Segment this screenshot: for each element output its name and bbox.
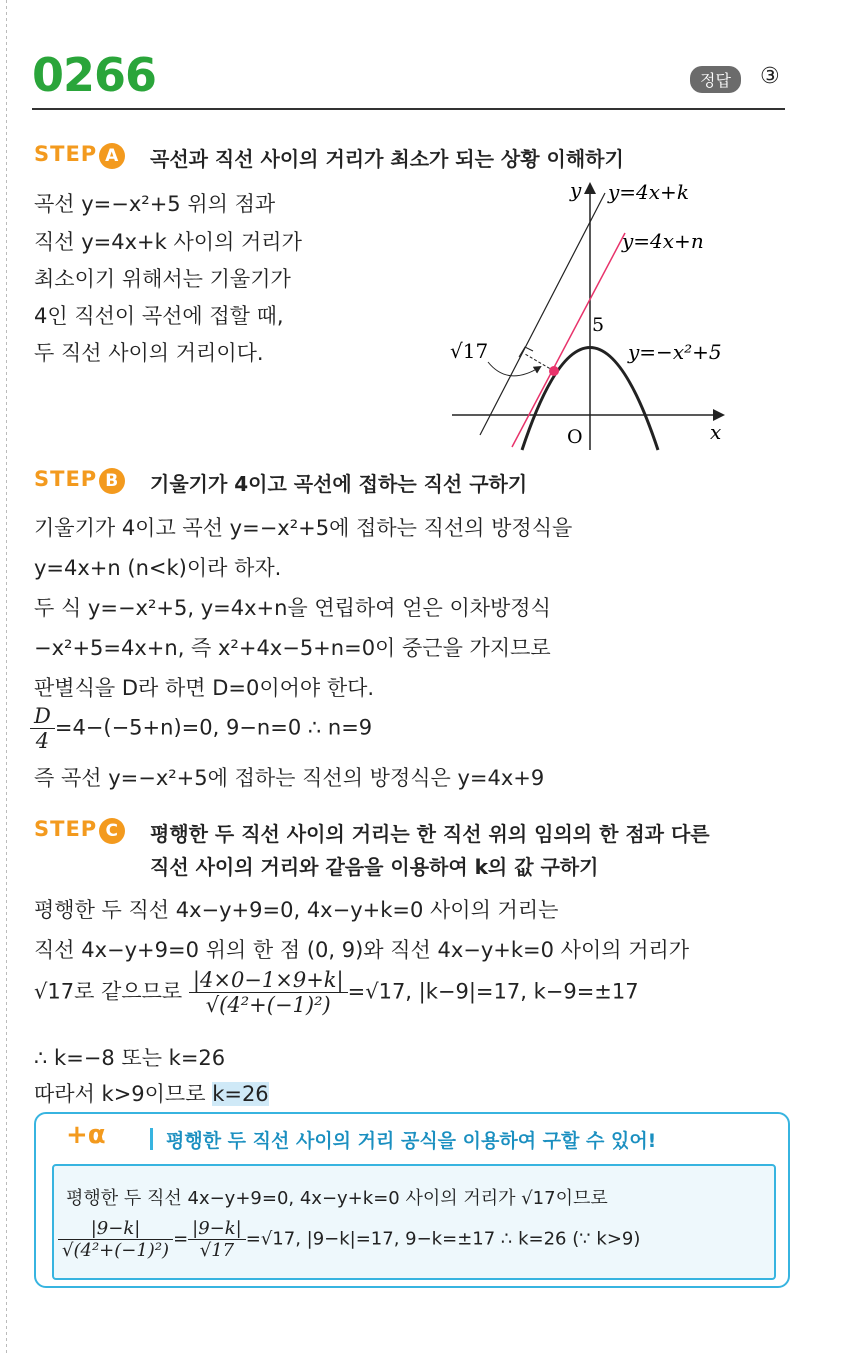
- y-axis-label: y: [570, 178, 582, 202]
- step-a-line-5: 두 직선 사이의 거리이다.: [34, 341, 264, 365]
- alpha-fraction-1-denominator: √(4²+(−1)²): [62, 1240, 170, 1261]
- discriminant-rest: =4−(−5+n)=0, 9−n=0 ∴ n=9: [54, 715, 373, 740]
- step-c-line-5: [34, 1078, 269, 1108]
- x-axis-label: x: [710, 420, 722, 444]
- step-c-line-4: ∴ k=−8 또는 k=26: [34, 1046, 226, 1070]
- step-a-label: [34, 142, 125, 169]
- parabola-graph: [440, 175, 780, 460]
- line-n-label: y=4x+n: [622, 229, 704, 253]
- fraction-numerator: D: [30, 704, 55, 729]
- step-b-word: STEP: [34, 467, 98, 491]
- step-b-title: 기울기가 4이고 곡선에 접하는 직선 구하기: [150, 472, 528, 496]
- alpha-fraction-1: [58, 1218, 173, 1261]
- answer-badge: 정답: [690, 66, 741, 93]
- distance-segment: [525, 354, 554, 371]
- step-b-line-2: y=4x+n (n<k)이라 하자.: [34, 556, 282, 580]
- step-a-line-3: 최소이기 위해서는 기울기가: [34, 267, 291, 291]
- step-c-line-3-lead: √17로 같으므로: [34, 979, 183, 1004]
- answer-value: ③: [760, 64, 780, 89]
- distance-numerator: |4×0−1×9+k|: [189, 968, 348, 993]
- alpha-fraction-1-numerator: |9−k|: [58, 1218, 173, 1240]
- step-c-title-2: 직선 사이의 거리와 같음을 이용하여 k의 값 구하기: [150, 855, 599, 879]
- step-c-word: STEP: [34, 817, 98, 841]
- step-b-line-4: −x²+5=4x+n, 즉 x²+4x−5+n=0이 중근을 가지므로: [34, 636, 551, 660]
- step-b-line-1: 기울기가 4이고 곡선 y=−x²+5에 접하는 직선의 방정식을: [34, 516, 573, 540]
- plus-alpha-line-1: 평행한 두 직선 4x−y+9=0, 4x−y+k=0 사이의 거리가 √17이므로: [66, 1188, 608, 1209]
- alpha-rest: =√17, |9−k|=17, 9−k=±17 ∴ k=26 (∵ k>9): [245, 1228, 641, 1250]
- tangent-point: [549, 366, 559, 376]
- page-margin-rule: [6, 0, 7, 1354]
- plus-alpha-line-2: [58, 1218, 640, 1261]
- step-a-word: STEP: [34, 142, 98, 166]
- step-c-label: [34, 817, 125, 844]
- step-c-title-1: 평행한 두 직선 사이의 거리는 한 직선 위의 임의의 한 점과 다른: [150, 822, 710, 846]
- plus-alpha-icon: +α: [66, 1120, 106, 1150]
- discriminant-fraction: [30, 704, 55, 753]
- step-c-line-3: [34, 968, 639, 1017]
- alpha-fraction-2-numerator: |9−k|: [188, 1218, 246, 1240]
- step-b-conclusion: 즉 곡선 y=−x²+5에 접하는 직선의 방정식은 y=4x+9: [34, 766, 545, 790]
- plus-alpha-title: 평행한 두 직선 사이의 거리 공식을 이용하여 구할 수 있어!: [166, 1130, 657, 1152]
- curve-label: y=−x²+5: [628, 340, 722, 364]
- line-k-label: y=4x+k: [608, 180, 689, 204]
- step-a-line-4: 4인 직선이 곡선에 접할 때,: [34, 304, 284, 328]
- step-c-line-2: 직선 4x−y+9=0 위의 한 점 (0, 9)와 직선 4x−y+k=0 사이의 거리가: [34, 938, 690, 962]
- step-c-line-1: 평행한 두 직선 4x−y+9=0, 4x−y+k=0 사이의 거리는: [34, 898, 559, 922]
- step-b-line-3: 두 식 y=−x²+5, y=4x+n을 연립하여 얻은 이차방정식: [34, 596, 551, 620]
- step-c-circle: C: [99, 818, 125, 844]
- step-c-line-5-lead: 따라서 k>9이므로: [34, 1082, 213, 1106]
- fraction-denominator: 4: [35, 729, 50, 753]
- distance-denominator: √(4²+(−1)²): [205, 993, 331, 1017]
- alpha-equals: =: [173, 1228, 189, 1250]
- step-b-circle: B: [99, 468, 125, 494]
- y-intercept-label: 5: [592, 314, 605, 336]
- step-a-line-1: 곡선 y=−x²+5 위의 점과: [34, 192, 276, 216]
- origin-label: O: [567, 426, 583, 448]
- alpha-fraction-2: [188, 1218, 246, 1261]
- step-b-label: [34, 467, 125, 494]
- problem-number: 0266: [32, 48, 157, 102]
- distance-label: √17: [450, 339, 489, 363]
- step-a-line-2: 직선 y=4x+k 사이의 거리가: [34, 230, 302, 254]
- step-c-line-3-rest: =√17, |k−9|=17, k−9=±17: [347, 979, 639, 1004]
- step-a-title: 곡선과 직선 사이의 거리가 최소가 되는 상황 이해하기: [150, 147, 624, 171]
- alpha-fraction-2-denominator: √17: [199, 1240, 235, 1261]
- final-answer-highlight: k=26: [212, 1082, 269, 1106]
- step-b-discriminant: [30, 704, 372, 753]
- distance-fraction: [189, 968, 348, 1017]
- plus-alpha-divider: [150, 1128, 153, 1150]
- step-a-circle: A: [99, 143, 125, 169]
- header-divider: [32, 108, 785, 110]
- step-b-line-5: 판별식을 D라 하면 D=0이어야 한다.: [34, 676, 375, 700]
